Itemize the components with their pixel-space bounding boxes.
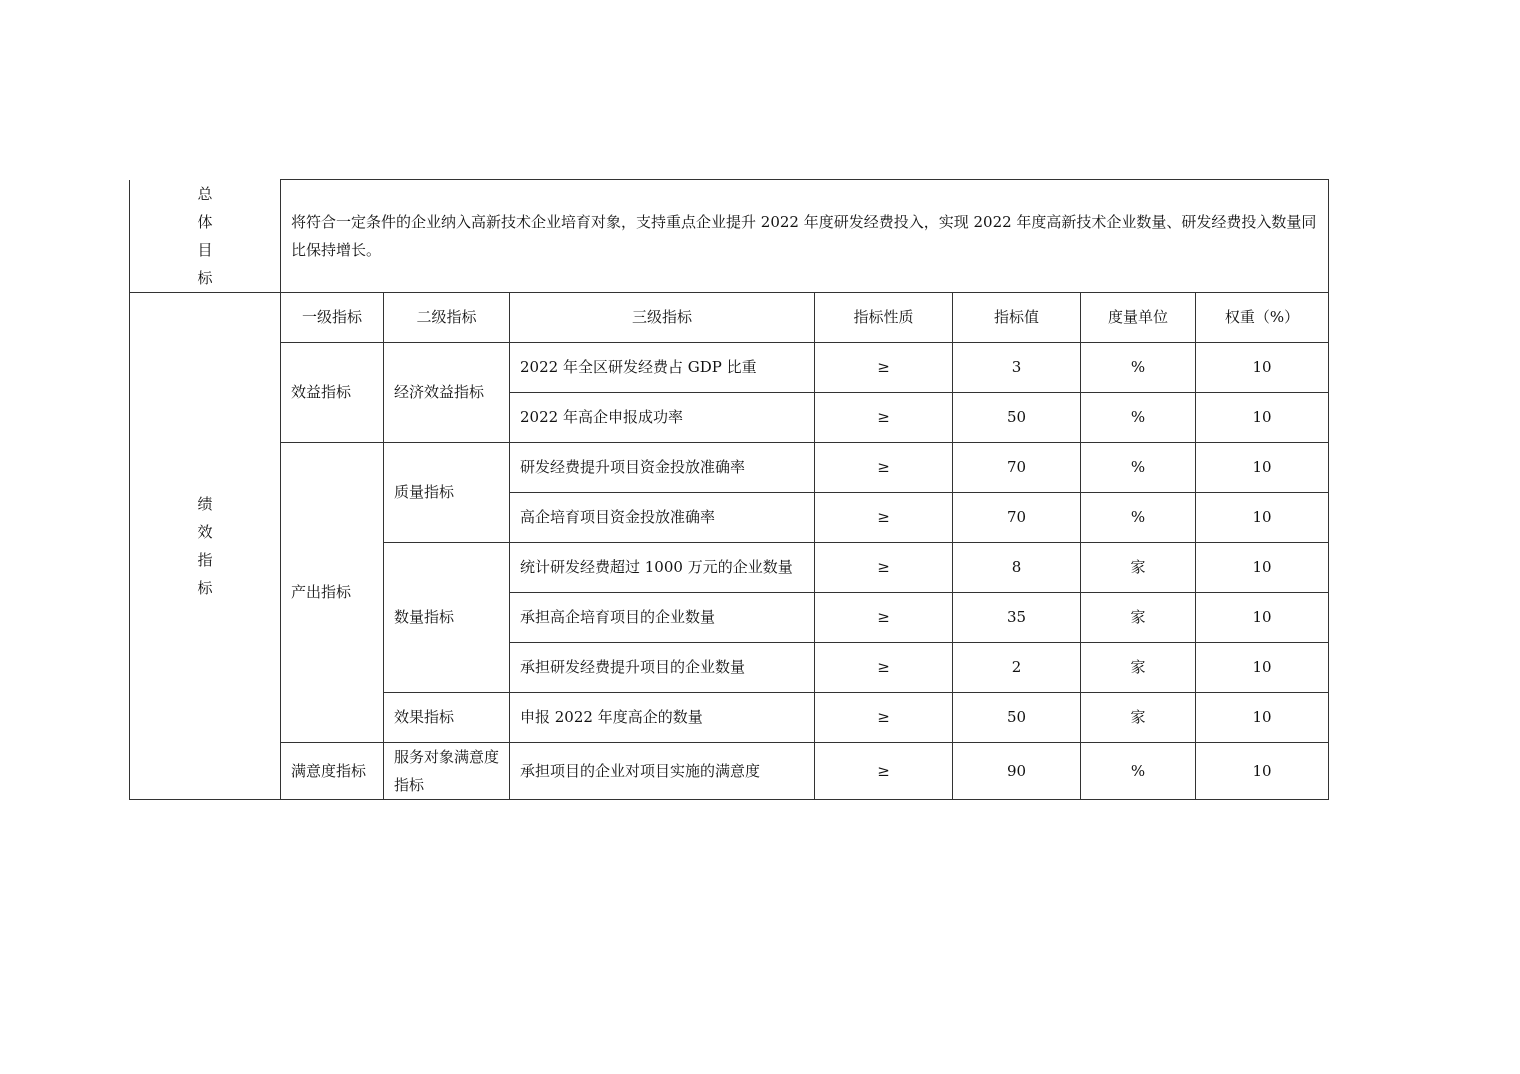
weight-cell: 10	[1196, 742, 1329, 799]
level3-cell: 申报 2022 年度高企的数量	[510, 692, 815, 742]
nature-cell: ≥	[815, 392, 953, 442]
level3-cell: 承担项目的企业对项目实施的满意度	[510, 742, 815, 799]
header-level1: 一级指标	[281, 292, 384, 342]
overall-goal-text: 将符合一定条件的企业纳入高新技术企业培育对象，支持重点企业提升 2022 年度研发经费投入，实现 2022 年度高新技术企业数量、研发经费投入数量同比保持增长。	[281, 180, 1329, 293]
level3-cell: 高企培育项目资金投放准确率	[510, 492, 815, 542]
value-cell: 70	[953, 442, 1081, 492]
performance-label-char: 绩	[197, 494, 213, 513]
table-row	[130, 342, 1329, 392]
overall-goal-label	[130, 180, 281, 293]
value-cell: 8	[953, 542, 1081, 592]
header-level3: 三级指标	[510, 292, 815, 342]
nature-cell: ≥	[815, 492, 953, 542]
overall-goal-label-char: 总	[197, 184, 213, 203]
level2-cell: 质量指标	[384, 442, 510, 542]
performance-label-char: 效	[197, 522, 213, 541]
level2-cell: 经济效益指标	[384, 342, 510, 442]
weight-cell: 10	[1196, 642, 1329, 692]
header-level2: 二级指标	[384, 292, 510, 342]
nature-cell: ≥	[815, 742, 953, 799]
value-cell: 3	[953, 342, 1081, 392]
unit-cell: %	[1081, 742, 1196, 799]
level3-cell: 承担研发经费提升项目的企业数量	[510, 642, 815, 692]
unit-cell: 家	[1081, 642, 1196, 692]
performance-label-char: 标	[197, 578, 213, 597]
nature-cell: ≥	[815, 642, 953, 692]
level3-cell: 2022 年高企申报成功率	[510, 392, 815, 442]
nature-cell: ≥	[815, 692, 953, 742]
unit-cell: 家	[1081, 592, 1196, 642]
level1-cell: 满意度指标	[281, 742, 384, 799]
value-cell: 90	[953, 742, 1081, 799]
overall-goal-label-char: 目	[197, 240, 213, 259]
level2-cell: 效果指标	[384, 692, 510, 742]
level3-cell: 承担高企培育项目的企业数量	[510, 592, 815, 642]
overall-goal-label-char: 标	[197, 268, 213, 287]
unit-cell: 家	[1081, 692, 1196, 742]
value-cell: 50	[953, 692, 1081, 742]
level2-cell: 数量指标	[384, 542, 510, 692]
header-unit: 度量单位	[1081, 292, 1196, 342]
weight-cell: 10	[1196, 492, 1329, 542]
value-cell: 50	[953, 392, 1081, 442]
weight-cell: 10	[1196, 342, 1329, 392]
header-weight: 权重（%）	[1196, 292, 1329, 342]
performance-indicator-label	[130, 292, 281, 799]
unit-cell: %	[1081, 342, 1196, 392]
table-row	[130, 442, 1329, 492]
table-row	[130, 742, 1329, 799]
weight-cell: 10	[1196, 442, 1329, 492]
nature-cell: ≥	[815, 542, 953, 592]
weight-cell: 10	[1196, 592, 1329, 642]
performance-label-char: 指	[197, 550, 213, 569]
overall-goal-row	[130, 180, 1329, 293]
level2-cell: 服务对象满意度指标	[384, 742, 510, 799]
nature-cell: ≥	[815, 342, 953, 392]
unit-cell: %	[1081, 492, 1196, 542]
unit-cell: %	[1081, 392, 1196, 442]
performance-goal-table	[129, 179, 1329, 800]
level3-cell: 研发经费提升项目资金投放准确率	[510, 442, 815, 492]
header-nature: 指标性质	[815, 292, 953, 342]
nature-cell: ≥	[815, 442, 953, 492]
indicator-header-row	[130, 292, 1329, 342]
level3-cell: 统计研发经费超过 1000 万元的企业数量	[510, 542, 815, 592]
unit-cell: %	[1081, 442, 1196, 492]
unit-cell: 家	[1081, 542, 1196, 592]
nature-cell: ≥	[815, 592, 953, 642]
value-cell: 2	[953, 642, 1081, 692]
level3-cell: 2022 年全区研发经费占 GDP 比重	[510, 342, 815, 392]
level1-cell: 效益指标	[281, 342, 384, 442]
value-cell: 35	[953, 592, 1081, 642]
weight-cell: 10	[1196, 542, 1329, 592]
weight-cell: 10	[1196, 392, 1329, 442]
header-value: 指标值	[953, 292, 1081, 342]
overall-goal-label-char: 体	[197, 212, 213, 231]
value-cell: 70	[953, 492, 1081, 542]
level1-cell: 产出指标	[281, 442, 384, 742]
weight-cell: 10	[1196, 692, 1329, 742]
